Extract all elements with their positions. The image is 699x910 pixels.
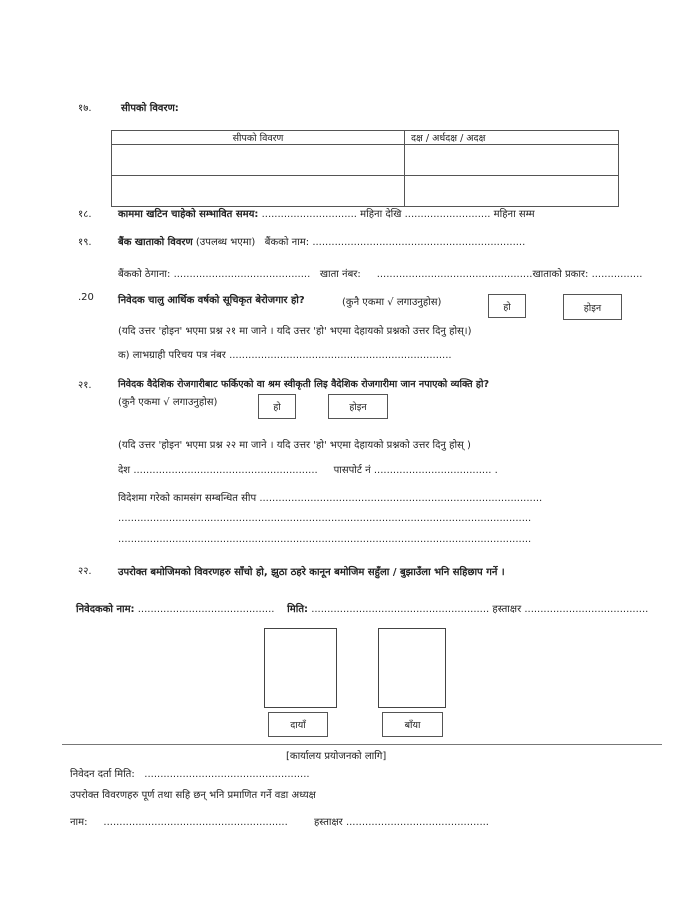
beneficiary-card-field[interactable]: ...................................................................... [229, 350, 452, 361]
unemployed-question: निवेदक चालु आर्थिक वर्षको सूचिकृत बेरोजगार हो? [118, 295, 305, 306]
bank-name-field[interactable]: ................................................................... [312, 237, 526, 248]
right-thumb-label: दायाँ [290, 720, 306, 731]
account-type-label: खाताको प्रकार: [532, 269, 589, 280]
skill-level-col-header: दक्ष / अर्धदक्ष / अदक्ष [405, 131, 619, 145]
skill-level-cell[interactable] [405, 145, 619, 176]
applicant-signature-line [76, 601, 648, 615]
foreign-employment-note: (यदि उत्तर 'होइन' भएमा प्रश्न २२ मा जाने । यदि उत्तर 'हो' भएमा देहायको प्रश्नको उत्तर दिनु होस् ) [118, 440, 471, 451]
country-passport-line [118, 462, 498, 476]
ward-chair-name-label: नाम: [70, 817, 88, 828]
unemployed-hint: (कुनै एकमा √ लगाउनुहोस) [342, 297, 442, 308]
skills-col-header: सीपको विवरण [112, 131, 405, 145]
account-number-field[interactable]: ................................................. [376, 269, 533, 280]
bank-details-hint: (उपलब्ध भएमा) [195, 237, 256, 248]
right-thumbprint-box[interactable] [264, 628, 337, 708]
skill-cell[interactable] [112, 176, 405, 207]
unemployed-no-label: होइन [583, 302, 602, 314]
skill-cell[interactable] [112, 145, 405, 176]
bank-details-line [118, 234, 525, 248]
applicant-sign-field[interactable]: ....................................... [524, 604, 649, 615]
section-21-number: २१. [78, 380, 92, 391]
section-22-number: २२. [78, 566, 92, 577]
passport-label: पासपोर्ट नं [333, 465, 371, 476]
registration-date-label: निवेदन दर्ता मिति: [70, 769, 135, 780]
section-19-number: १९. [78, 237, 92, 248]
work-period-to-field[interactable]: ........................... [404, 209, 491, 220]
section-20-number: .20 [78, 292, 94, 303]
office-use-title: [कार्यालय प्रयोजनको लागि] [286, 751, 387, 762]
registration-date-line [70, 766, 310, 780]
foreign-employment-hint: (कुनै एकमा √ लगाउनुहोस) [118, 397, 218, 408]
right-thumb-label-box [268, 712, 328, 737]
applicant-date-label: मिति: [287, 604, 309, 615]
section-17-title: सीपको विवरण: [121, 103, 179, 114]
office-divider [62, 744, 662, 745]
bank-details-label: बैंक खाताको विवरण [118, 237, 193, 248]
skill-level-cell[interactable] [405, 176, 619, 207]
work-period-to-unit: महिना सम्म [493, 209, 535, 220]
ward-chair-sign-field[interactable]: ............................................. [345, 817, 489, 828]
applicant-date-field[interactable]: ........................................................ [311, 604, 490, 615]
unemployed-yes-label: हो [503, 301, 511, 313]
foreign-skill-field-line-3[interactable]: .................................................................................................................................. [118, 534, 532, 545]
account-type-field[interactable]: ................ [591, 269, 643, 280]
foreign-no-label: होइन [349, 402, 367, 413]
foreign-skill-label: विदेशमा गरेको कामसंग सम्बन्धित सीप [118, 493, 257, 504]
country-label: देश [118, 465, 131, 476]
ward-chair-sign-label: हस्ताक्षर [314, 817, 343, 828]
foreign-yes-checkbox[interactable] [258, 394, 296, 419]
bank-name-label: बैंकको नाम: [264, 237, 310, 248]
work-period-label: काममा खटिन चाहेको सम्भावित समय: [118, 209, 259, 220]
passport-field[interactable]: ..................................... . [373, 465, 498, 476]
foreign-skill-line [118, 490, 542, 504]
bank-address-field[interactable]: ........................................... [173, 269, 311, 280]
left-thumb-label: बाँया [404, 720, 421, 731]
foreign-skill-field[interactable]: ......................................................................................... [259, 493, 543, 504]
foreign-yes-label: हो [273, 402, 281, 413]
applicant-name-label: निवेदकको नाम: [76, 604, 135, 615]
certification-text: उपरोक्त विवरणहरु पूर्ण तथा सहि छन् भनि प्रमाणित गर्ने वडा अध्यक्ष [70, 790, 316, 801]
table-row [112, 176, 619, 207]
applicant-name-field[interactable]: ........................................... [137, 604, 275, 615]
bank-address-label: बैंकको ठेगाना: [118, 269, 171, 280]
bank-address-line [118, 266, 642, 280]
work-period-line [118, 206, 535, 220]
table-row [112, 145, 619, 176]
applicant-sign-label: हस्ताक्षर [492, 604, 522, 615]
left-thumbprint-box[interactable] [378, 628, 446, 708]
work-period-from-field[interactable]: .............................. [261, 209, 357, 220]
country-field[interactable]: .......................................................... [133, 465, 318, 476]
foreign-skill-field-line-2[interactable]: .................................................................................................................................. [118, 513, 532, 524]
section-17-number: १७. [78, 103, 92, 114]
unemployed-no-checkbox[interactable] [563, 294, 622, 320]
foreign-no-checkbox[interactable] [328, 394, 388, 419]
beneficiary-card-line [118, 347, 452, 361]
registration-date-field[interactable]: .................................................... [144, 769, 310, 780]
declaration-text: उपरोक्त बमोजिमको विवरणहरु साँचो हो, झुठा ठहरे कानून बमोजिम सहुँला / बुझाउँला भनि सहिछाप गर्ने । [118, 567, 505, 578]
work-period-from-unit: महिना देखि [360, 209, 402, 220]
ward-chair-name-line [70, 814, 288, 828]
beneficiary-card-label: क) लाभग्राही परिचय पत्र नंबर [118, 350, 226, 361]
unemployed-yes-checkbox[interactable] [488, 294, 526, 318]
account-number-label: खाता नंबर: [319, 269, 361, 280]
ward-chair-sign-line [314, 814, 489, 828]
section-18-number: १८. [78, 209, 92, 220]
skills-table [111, 130, 619, 207]
foreign-employment-question: निवेदक वैदेशिक रोजगारीबाट फर्किएको वा श्रम स्वीकृती लिइ वैदेशिक रोजगारीमा जान नपाएको व्यक्ति हो? [118, 379, 490, 390]
ward-chair-name-field[interactable]: .......................................................... [103, 817, 288, 828]
unemployed-note: (यदि उत्तर 'होइन' भएमा प्रश्न २१ मा जाने । यदि उत्तर 'हो' भएमा देहायको प्रश्नको उत्तर दिनु होस्।) [118, 326, 472, 337]
left-thumb-label-box [382, 712, 443, 737]
